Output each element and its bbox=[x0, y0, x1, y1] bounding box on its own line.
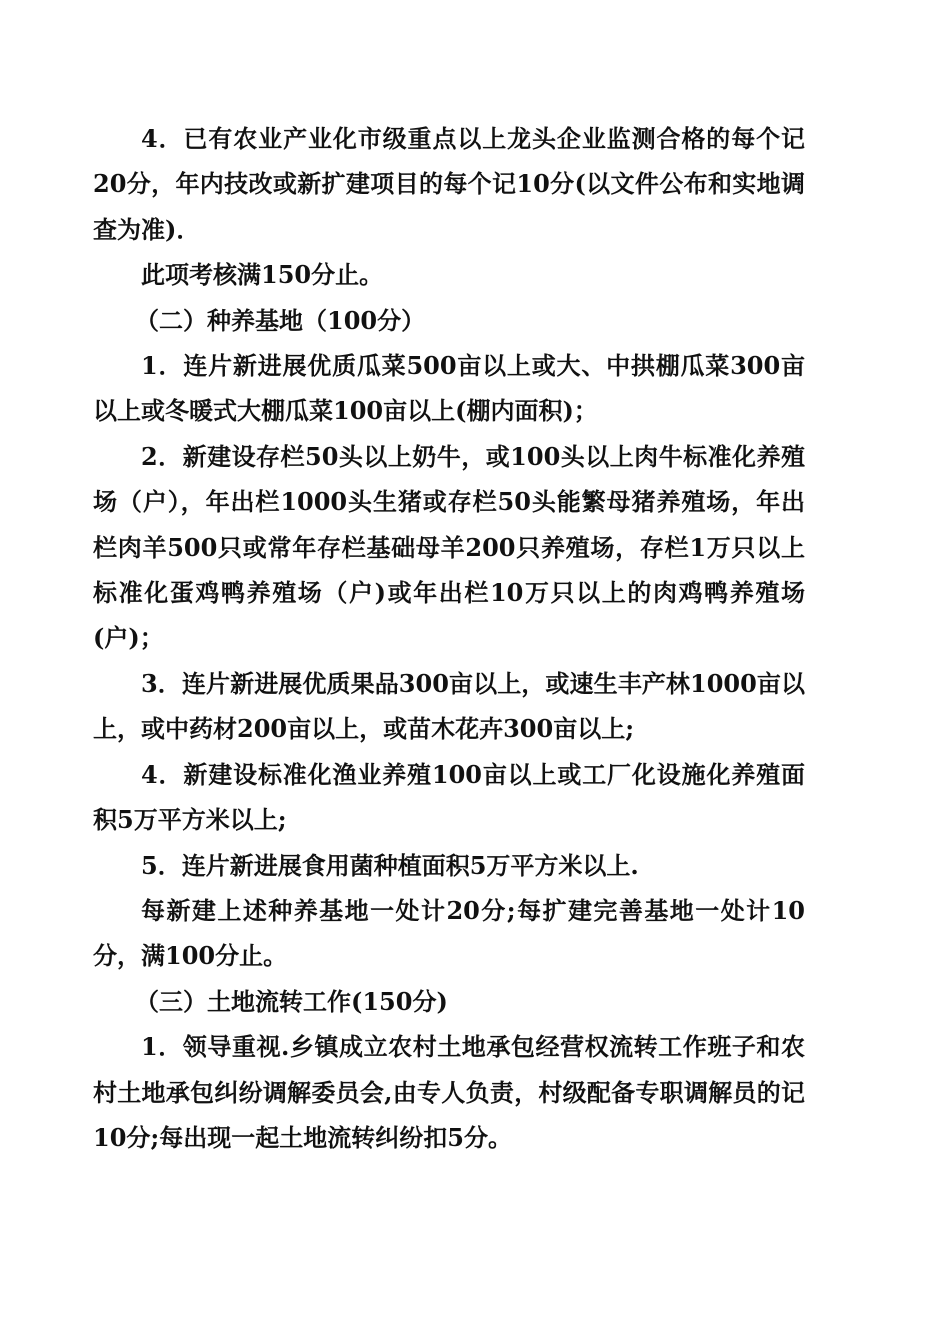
paragraph-item-1-leadership: 1．领导重视.乡镇成立农村土地承包经营权流转工作班子和农村土地承包纠纷调解委员会,由专人负责，村级配备专职调解员的记10分;每出现一起土地流转纠纷扣5分。 bbox=[93, 1032, 805, 1152]
paragraph-item-2-livestock: 2．新建设存栏50头以上奶牛，或100头以上肉牛标准化养殖场（户），年出栏1000头生猪或存栏50头能繁母猪养殖场，年出栏肉羊500只或常年存栏基础母羊200只养殖场，存栏1万只以上标准化蛋鸡鸭养殖场（户)或年出栏10万只以上的肉鸡鸭养殖场(户)； bbox=[93, 441, 805, 653]
paragraph-base-scoring: 每新建上述种养基地一处计20分;每扩建完善基地一处计10分，满100分止。 bbox=[93, 895, 805, 971]
paragraph-item-4-leading-enterprises: 4．已有农业产业化市级重点以上龙头企业监测合格的每个记20分，年内技改或新扩建项目的每个记10分(以文件公布和实地调查为准)． bbox=[93, 124, 805, 244]
section-heading-planting-breeding-bases: （二）种养基地（100分） bbox=[135, 305, 426, 335]
document-body bbox=[93, 116, 805, 1160]
section-heading-land-transfer: （三）土地流转工作(150分) bbox=[135, 986, 448, 1016]
paragraph-score-cap-150: 此项考核满150分止。 bbox=[141, 260, 384, 290]
paragraph-item-4-fishery: 4．新建设标准化渔业养殖100亩以上或工厂化设施化养殖面积5万平方米以上; bbox=[93, 759, 805, 835]
paragraph-item-1-vegetables: 1．连片新进展优质瓜菜500亩以上或大、中拱棚瓜菜300亩以上或冬暖式大棚瓜菜100亩以上(棚内面积)； bbox=[93, 351, 805, 426]
paragraph-item-5-mushrooms: 5．连片新进展食用菌种植面积5万平方米以上. bbox=[141, 850, 639, 880]
paragraph-item-3-fruit-forestry: 3．连片新进展优质果品300亩以上，或速生丰产林1000亩以上，或中药材200亩以上，或苗木花卉300亩以上; bbox=[93, 668, 805, 744]
